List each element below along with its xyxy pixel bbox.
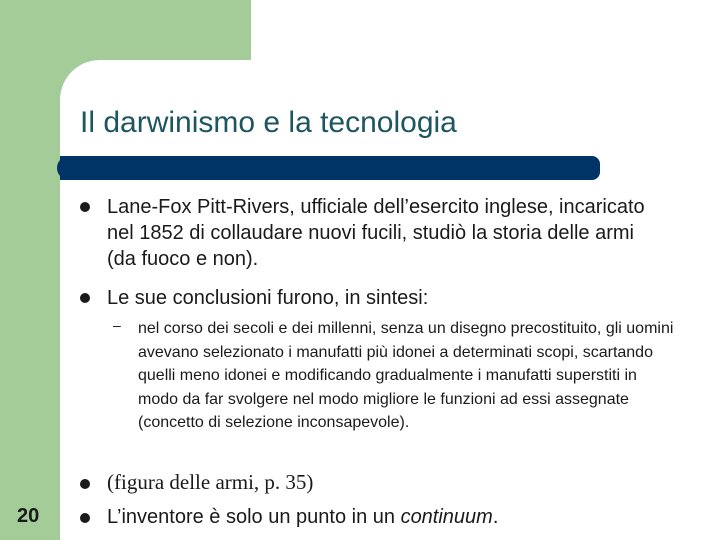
bullet-text-2: Le sue conclusioni furono, in sintesi: (107, 287, 429, 309)
bullet-text-ref: (figura delle armi, p. 35) (107, 470, 314, 494)
bullet-last-suffix: . (492, 506, 499, 528)
bullet-dot (80, 479, 90, 489)
bullet-dot (80, 202, 90, 212)
bullet-text-last (107, 504, 667, 530)
slide-title: Il darwinismo e la tecnologia (80, 106, 457, 139)
sub-bullet-text: nel corso dei secoli e dei millenni, senza un disegno precostituito, gli uomini avevano selezionato i manufatti più idonei a determinati scopi, scartando quelli meno idonei e modificando gradualmente i manufatti superstiti in modo da far svolgere nel modo migliore le funzioni ad essi assegnate (concetto di selezione inconsapevole). (138, 320, 674, 431)
decorative-green-strip (0, 0, 60, 540)
bullet-dot (80, 293, 90, 303)
bullet-dot (80, 513, 90, 523)
page-number: 20 (17, 505, 40, 527)
bullet-text-1: Lane-Fox Pitt-Rivers, ufficiale dell’esercito inglese, incaricato nel 1852 di collaudare nuovi fucili, studiò la storia delle armi (da fuoco e non). (107, 196, 645, 270)
sub-bullet-dash: – (113, 317, 121, 333)
title-underline-bar (60, 156, 600, 180)
bullet-last-italic: continuum (400, 506, 493, 528)
bullet-last-prefix: L’inventore è solo un punto in un (107, 506, 401, 528)
